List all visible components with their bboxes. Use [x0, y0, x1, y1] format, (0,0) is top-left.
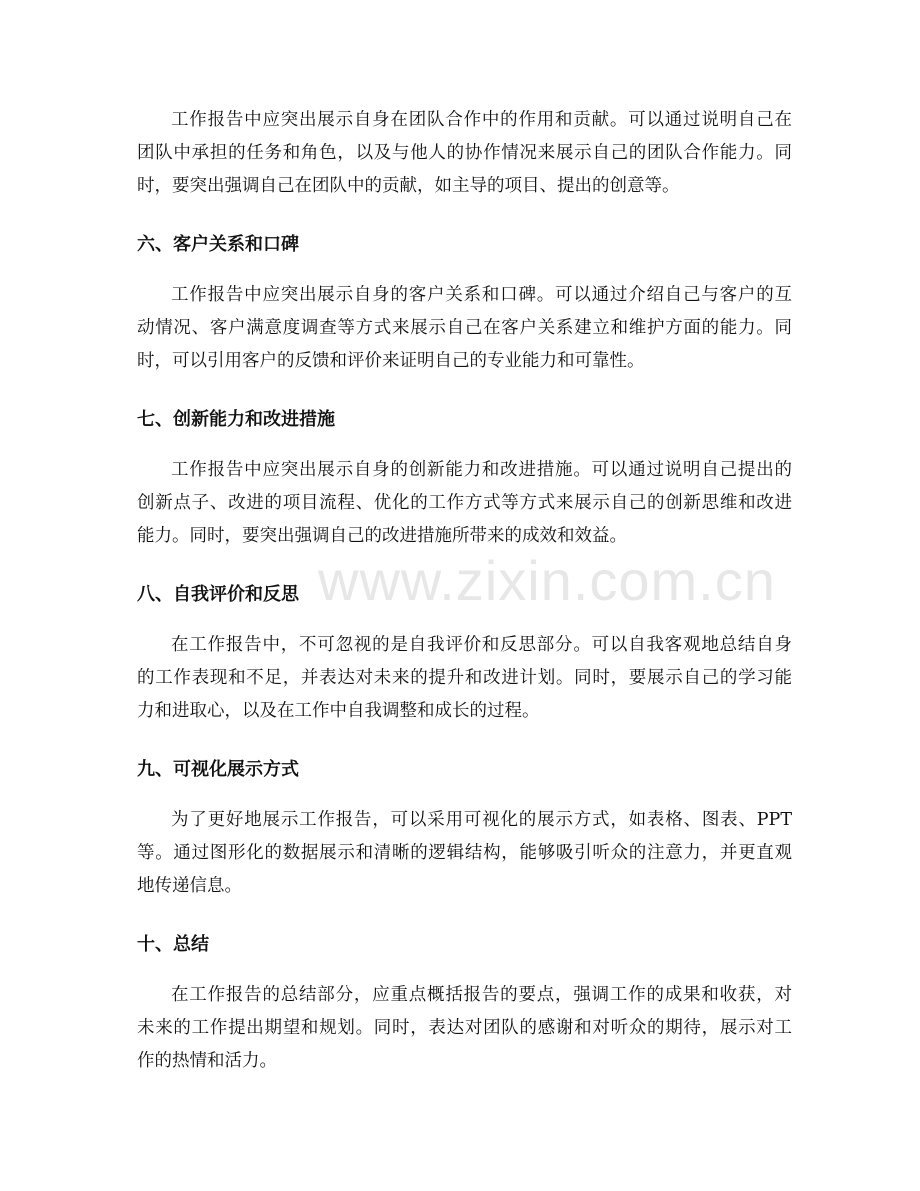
paragraph-line: 时，可以引用客户的反馈和评价来证明自己的专业能力和可靠性。 [137, 351, 645, 371]
paragraph [137, 979, 792, 1078]
paragraph-line: 工作报告中应突出展示自身的创新能力和改进措施。可以通过说明自己提出的 [171, 460, 792, 480]
paragraph-line: 在工作报告的总结部分，应重点概括报告的要点，强调工作的成果和收获，对 [171, 985, 792, 1005]
paragraph-line: 在工作报告中，不可忽视的是自我评价和反思部分。可以自我客观地总结自身 [171, 635, 792, 655]
paragraph-line: 工作报告中应突出展示自身在团队合作中的作用和贡献。可以通过说明自己在 [171, 110, 792, 130]
paragraph-line: 未来的工作提出期望和规划。同时，表达对团队的感谢和对听众的期待，展示对工 [137, 1018, 792, 1038]
paragraph-line: 力和进取心，以及在工作中自我调整和成长的过程。 [137, 701, 540, 721]
paragraph-line: 时，要突出强调自己在团队中的贡献，如主导的项目、提出的创意等。 [137, 176, 680, 196]
paragraph-line: 作的热情和活力。 [137, 1051, 277, 1071]
paragraph-line: 能力。同时，要突出强调自己的改进措施所带来的成效和效益。 [137, 526, 627, 546]
section-heading: 六、客户关系和口碑 [137, 234, 299, 255]
paragraph [137, 279, 792, 378]
paragraph-line: 等。通过图形化的数据展示和清晰的逻辑结构，能够吸引听众的注意力，并更直观 [137, 843, 792, 863]
document-body [137, 104, 792, 1103]
paragraph [137, 454, 792, 553]
section-heading: 七、创新能力和改进措施 [137, 409, 335, 430]
paragraph-line: 工作报告中应突出展示自身的客户关系和口碑。可以通过介绍自己与客户的互 [171, 285, 792, 305]
paragraph-line: 团队中承担的任务和角色，以及与他人的协作情况来展示自己的团队合作能力。同 [137, 143, 792, 163]
paragraph-line: 动情况、客户满意度调查等方式来展示自己在客户关系建立和维护方面的能力。同 [137, 318, 792, 338]
paragraph-line: 为了更好地展示工作报告，可以采用可视化的展示方式，如表格、图表、PPT [171, 810, 792, 830]
paragraph [137, 104, 792, 203]
paragraph-line: 地传递信息。 [137, 876, 242, 896]
section-heading: 八、自我评价和反思 [137, 584, 299, 605]
paragraph [137, 804, 792, 903]
paragraph-line: 创新点子、改进的项目流程、优化的工作方式等方式来展示自己的创新思维和改进 [137, 493, 792, 513]
watermark: www.zixin.com.cn [318, 549, 776, 612]
paragraph-line: 的工作表现和不足，并表达对未来的提升和改进计划。同时，要展示自己的学习能 [137, 668, 792, 688]
section-heading: 九、可视化展示方式 [137, 759, 299, 780]
paragraph [137, 629, 792, 728]
section-heading: 十、总结 [137, 934, 209, 955]
